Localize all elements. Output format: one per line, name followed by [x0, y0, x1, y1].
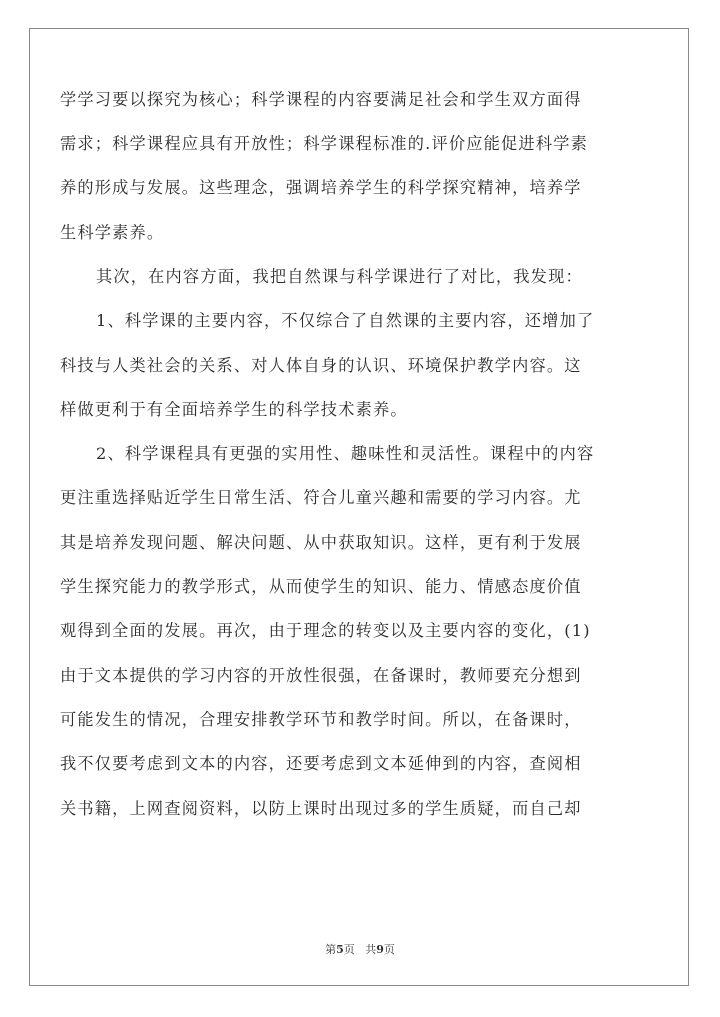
text-line: 我不仅要考虑到文本的内容，还要考虑到文本延伸到的内容，查阅相 [60, 754, 582, 773]
text-line: 养的形成与发展。这些理念，强调培养学生的科学探究精神，培养学 [60, 178, 582, 197]
text-line: 观得到全面的发展。再次，由于理念的转变以及主要内容的变化，(1) [60, 621, 591, 640]
page-footer [0, 941, 720, 957]
text-line: 学生探究能力的教学形式，从而使学生的知识、能力、情感态度价值 [60, 577, 582, 596]
paragraph-start-line: 其次，在内容方面，我把自然课与科学课进行了对比，我发现： [96, 267, 583, 286]
text-line: 学学习要以探究为核心；科学课程的内容要满足社会和学生双方面得 [60, 90, 582, 109]
current-page-number: 5 [336, 943, 344, 956]
paragraph-start-line: 2、科学课程具有更强的实用性、趣味性和灵活性。课程中的内容 [96, 444, 595, 463]
footer-suffix: 页 [383, 943, 395, 956]
footer-prefix: 第 [325, 943, 337, 956]
text-line: 更注重选择贴近学生日常生活、符合儿童兴趣和需要的学习内容。尤 [60, 488, 582, 507]
footer-middle: 页 共 [343, 943, 377, 956]
total-pages-number: 9 [376, 943, 384, 956]
text-line: 其是培养发现问题、解决问题、从中获取知识。这样，更有利于发展 [60, 533, 582, 552]
text-line: 关书籍，上网查阅资料，以防上课时出现过多的学生质疑，而自己却 [60, 799, 582, 818]
text-line: 样做更利于有全面培养学生的科学技术素养。 [60, 400, 408, 419]
paragraph-start-line: 1、科学课的主要内容，不仅综合了自然课的主要内容，还增加了 [96, 311, 595, 330]
text-line: 需求；科学课程应具有开放性；科学课程标准的.评价应能促进科学素 [60, 134, 588, 153]
text-line: 生科学素养。 [60, 223, 165, 242]
text-line: 科技与人类社会的关系、对人体自身的认识、环境保护教学内容。这 [60, 356, 582, 375]
text-line: 可能发生的情况，合理安排教学环节和教学时间。所以，在备课时， [60, 710, 582, 729]
text-line: 由于文本提供的学习内容的开放性很强，在备课时，教师要充分想到 [60, 666, 582, 685]
